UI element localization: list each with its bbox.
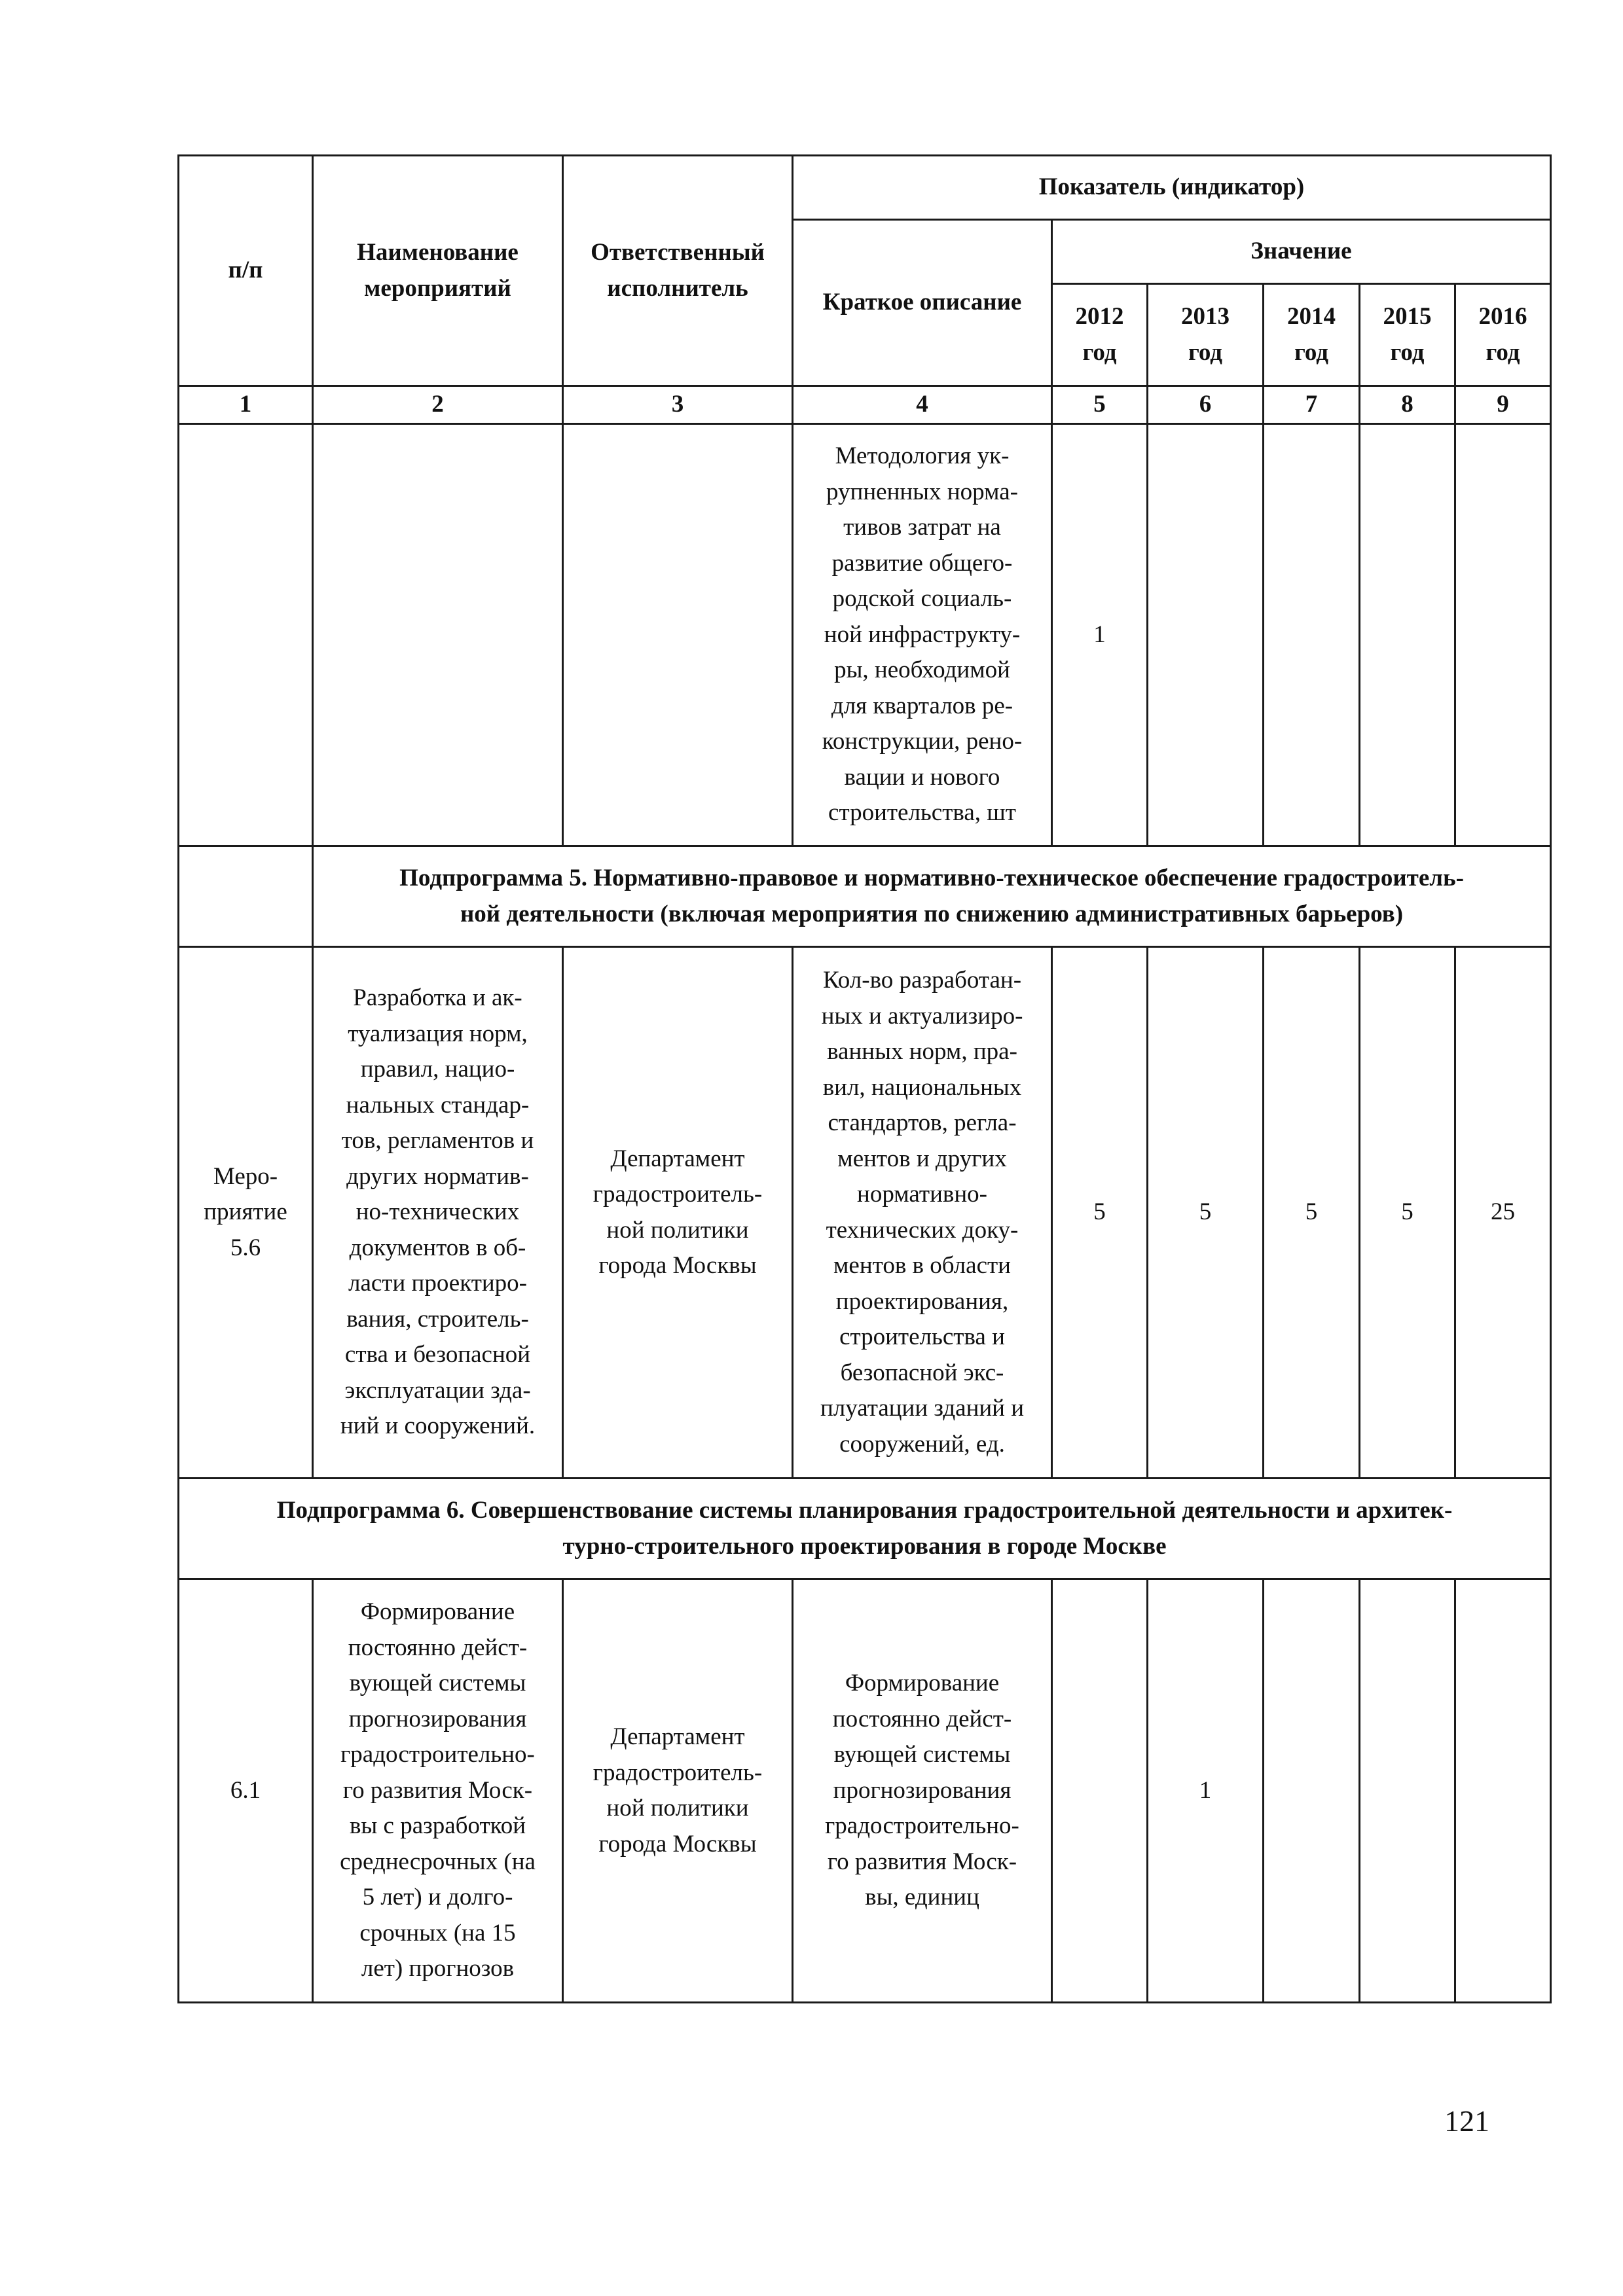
- measure-5-6-name: Разработка и ак- туализация норм, правил, нацио- нальных стандар- тов, регламентов и других норматив- но-технических документов в об- ласти проектиро- вания, строитель- ства и безопасной эксплуатации зда- ний и сооружений.: [313, 947, 563, 1479]
- empty-cell: [1264, 1579, 1360, 2003]
- empty-cell: [179, 846, 313, 947]
- column-number: 3: [563, 386, 793, 424]
- header-year-2012: 2012 год: [1052, 284, 1148, 386]
- measure-5-6-value-2013: 5: [1148, 947, 1264, 1479]
- column-number: 9: [1455, 386, 1551, 424]
- table-row-methodology: [179, 424, 1551, 846]
- empty-cell: [1052, 1579, 1148, 2003]
- measure-5-6-value-2016: 25: [1455, 947, 1551, 1479]
- subprogram6-row: [179, 1479, 1551, 1579]
- column-number: 2: [313, 386, 563, 424]
- column-number: 8: [1360, 386, 1455, 424]
- header-year-2014: 2014 год: [1264, 284, 1360, 386]
- methodology-description: Методология ук- рупненных норма- тивов затрат на развитие общего- родской социаль- ной инфраструкту- ры, необходимой для кварталов ре- конструкции, рено- вации и нового строительства, шт: [793, 424, 1052, 846]
- empty-cell: [1360, 1579, 1455, 2003]
- header-indicator: Показатель (индикатор): [793, 156, 1551, 220]
- empty-cell: [563, 424, 793, 846]
- indicators-table: [177, 154, 1552, 2003]
- empty-cell: [1360, 424, 1455, 846]
- subprogram5-title: Подпрограмма 5. Нормативно-правовое и нормативно-техническое обеспечение градостроитель- ной деятельности (включая мероприятия по снижению административных барьеров): [313, 846, 1551, 947]
- measure-6-1-name: Формирование постоянно дейст- вующей системы прогнозирования градостроительно- го развития Моск- вы с разработкой среднесрочных (на 5 лет) и долго- срочных (на 15 лет) прогнозов: [313, 1579, 563, 2003]
- empty-cell: [1455, 1579, 1551, 2003]
- methodology-value-2012: 1: [1052, 424, 1148, 846]
- header-year-2015: 2015 год: [1360, 284, 1455, 386]
- table-row-5-6: [179, 947, 1551, 1479]
- page-number: 121: [1444, 2104, 1489, 2138]
- empty-cell: [313, 424, 563, 846]
- header-year-2016: 2016 год: [1455, 284, 1551, 386]
- measure-6-1-value-2013: 1: [1148, 1579, 1264, 2003]
- empty-cell: [1148, 424, 1264, 846]
- header-name: Наименование мероприятий: [313, 156, 563, 386]
- empty-cell: [179, 424, 313, 846]
- measure-5-6-value-2015: 5: [1360, 947, 1455, 1479]
- measure-5-6-value-2014: 5: [1264, 947, 1360, 1479]
- column-number: 5: [1052, 386, 1148, 424]
- column-number: 1: [179, 386, 313, 424]
- header-value: Значение: [1052, 220, 1551, 284]
- header-description: Краткое описание: [793, 220, 1052, 386]
- empty-cell: [1264, 424, 1360, 846]
- measure-6-1-number: 6.1: [179, 1579, 313, 2003]
- subprogram5-row: [179, 846, 1551, 947]
- subprogram6-title: Подпрограмма 6. Совершенствование системы планирования градостроительной деятельности и архитек- турно-строительного проектирования в городе Москве: [179, 1479, 1551, 1579]
- measure-5-6-executor: Департамент градостроитель- ной политики города Москвы: [563, 947, 793, 1479]
- header-year-2013: 2013 год: [1148, 284, 1264, 386]
- measure-5-6-description: Кол-во разработан- ных и актуализиро- ванных норм, пра- вил, национальных стандартов, регла- ментов и других нормативно- технических доку- ментов в области проектирования, строительства и безопасной экс- плуатации зданий и сооружений, ед.: [793, 947, 1052, 1479]
- header-num: п/п: [179, 156, 313, 386]
- measure-6-1-executor: Департамент градостроитель- ной политики города Москвы: [563, 1579, 793, 2003]
- table-row-6-1: [179, 1579, 1551, 2003]
- column-number: 4: [793, 386, 1052, 424]
- column-number: 6: [1148, 386, 1264, 424]
- column-numbers-row: [179, 386, 1551, 424]
- measure-5-6-number: Меро- приятие 5.6: [179, 947, 313, 1479]
- measure-6-1-description: Формирование постоянно дейст- вующей системы прогнозирования градостроительно- го развития Моск- вы, единиц: [793, 1579, 1052, 2003]
- empty-cell: [1455, 424, 1551, 846]
- header-row-1: [179, 156, 1551, 220]
- measure-5-6-value-2012: 5: [1052, 947, 1148, 1479]
- header-executor: Ответственный исполнитель: [563, 156, 793, 386]
- column-number: 7: [1264, 386, 1360, 424]
